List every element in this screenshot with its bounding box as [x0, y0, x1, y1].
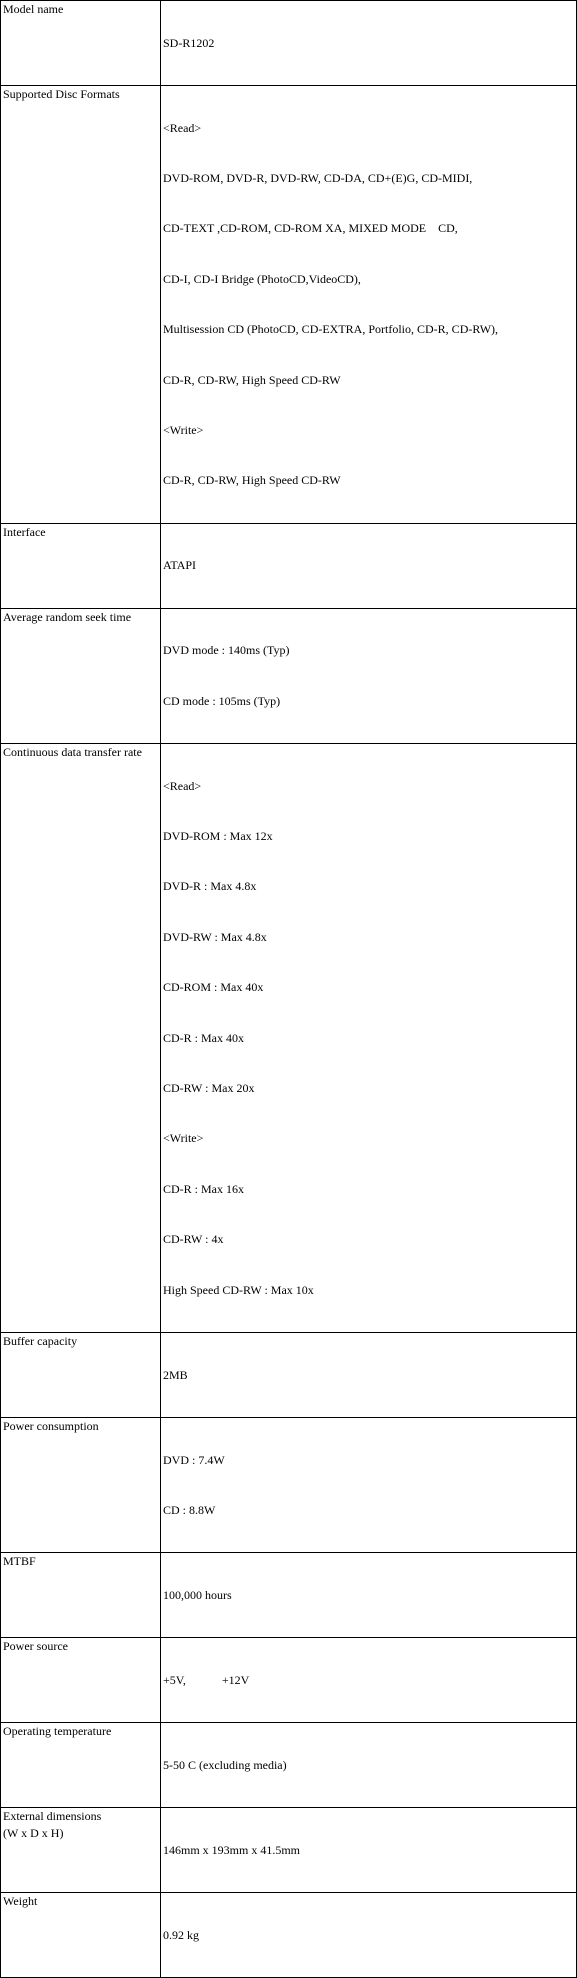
- row-value-disc-formats: [161, 85, 577, 523]
- value-line: <Write>: [163, 422, 204, 437]
- value-line: CD-R : Max 16x: [163, 1181, 244, 1196]
- value-line: CD : 8.8W: [163, 1502, 216, 1517]
- row-value-weight: [161, 1893, 577, 1978]
- value-line: DVD-ROM : Max 12x: [163, 829, 273, 844]
- value-line: High Speed CD-RW : Max 10x: [163, 1282, 314, 1297]
- value-line: 0.92 kg: [163, 1927, 199, 1942]
- row-value-mtbf: [161, 1553, 577, 1638]
- row-value-buffer: [161, 1332, 577, 1417]
- value-line: <Read>: [163, 120, 202, 135]
- value-line: 2MB: [163, 1367, 188, 1382]
- row-label-buffer: Buffer capacity: [1, 1332, 161, 1417]
- row-label-operating-temperature: Operating temperature: [1, 1723, 161, 1808]
- value-line: DVD : 7.4W: [163, 1452, 225, 1467]
- value-line: CD-R : Max 40x: [163, 1030, 244, 1045]
- table-row: [1, 85, 577, 523]
- row-label-transfer-rate: Continuous data transfer rate: [1, 744, 161, 1333]
- row-label-interface: Interface: [1, 523, 161, 608]
- row-label-model-name: Model name: [1, 1, 161, 86]
- row-label-seek-time: Average random seek time: [1, 608, 161, 743]
- table-row: [1, 1553, 577, 1638]
- value-line: CD-I, CD-I Bridge (PhotoCD,VideoCD),: [163, 271, 361, 286]
- table-row: [1, 1723, 577, 1808]
- table-row: [1, 1, 577, 86]
- table-row: [1, 1893, 577, 1978]
- value-line: CD-ROM : Max 40x: [163, 980, 264, 995]
- row-label-disc-formats: Supported Disc Formats: [1, 85, 161, 523]
- spec-table-body: [1, 1, 577, 1978]
- value-line: 146mm x 193mm x 41.5mm: [163, 1842, 301, 1857]
- value-line: ATAPI: [163, 558, 197, 573]
- value-line: <Write>: [163, 1131, 204, 1146]
- table-row: [1, 1417, 577, 1552]
- value-line: +5V, +12V: [163, 1672, 250, 1687]
- value-line: 5-50 C (excluding media): [163, 1757, 287, 1772]
- value-line: 100,000 hours: [163, 1587, 232, 1602]
- value-line: CD-R, CD-RW, High Speed CD-RW: [163, 372, 341, 387]
- row-label-power-consumption: Power consumption: [1, 1417, 161, 1552]
- value-line: CD-RW : Max 20x: [163, 1081, 255, 1095]
- row-value-seek-time: [161, 608, 577, 743]
- row-label-external-dimensions: External dimensions (W x D x H): [1, 1808, 161, 1893]
- value-line: CD-RW : 4x: [163, 1232, 224, 1247]
- row-label-weight: Weight: [1, 1893, 161, 1978]
- value-line: CD-R, CD-RW, High Speed CD-RW: [163, 473, 341, 488]
- value-line: DVD-ROM, DVD-R, DVD-RW, CD-DA, CD+(E)G, CD-MIDI,: [163, 170, 473, 185]
- value-line: SD-R1202: [163, 35, 215, 50]
- row-value-interface: [161, 523, 577, 608]
- row-value-model-name: [161, 1, 577, 86]
- row-value-transfer-rate: [161, 744, 577, 1333]
- row-label-mtbf: MTBF: [1, 1553, 161, 1638]
- table-row: [1, 1638, 577, 1723]
- table-row: [1, 523, 577, 608]
- table-row: [1, 1808, 577, 1893]
- row-value-power-source: [161, 1638, 577, 1723]
- row-label-power-source: Power source: [1, 1638, 161, 1723]
- value-line: <Read>: [163, 778, 202, 793]
- table-row: [1, 608, 577, 743]
- table-row: [1, 744, 577, 1333]
- value-line: DVD mode : 140ms (Typ): [163, 643, 290, 658]
- value-line: CD mode : 105ms (Typ): [163, 693, 281, 708]
- value-line: DVD-R : Max 4.8x: [163, 879, 257, 894]
- row-value-external-dimensions: [161, 1808, 577, 1893]
- value-line: CD-TEXT ,CD-ROM, CD-ROM XA, MIXED MODE CD,: [163, 221, 458, 236]
- row-value-operating-temperature: [161, 1723, 577, 1808]
- row-value-power-consumption: [161, 1417, 577, 1552]
- table-row: [1, 1332, 577, 1417]
- value-line: Multisession CD (PhotoCD, CD-EXTRA, Portfolio, CD-R, CD-RW),: [163, 322, 499, 337]
- value-line: DVD-RW : Max 4.8x: [163, 929, 267, 944]
